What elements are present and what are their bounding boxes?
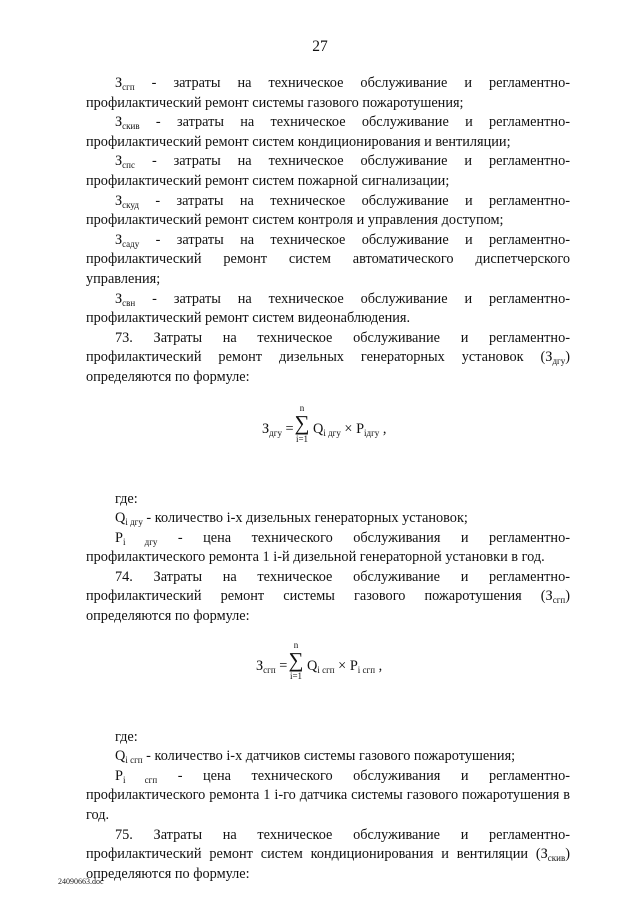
document-body <box>86 74 570 884</box>
definition-p-dgu: $P_{i дгу}$ - цена технического обслуживания и регламентно-профилактического ремонта 1 i-й дизельной генераторной установки в год. <box>86 529 570 566</box>
definition-q-dgu: $Q_{i дгу}$ - количество i-х дизельных генераторных установок; <box>115 510 468 528</box>
formula-dgu <box>86 403 570 457</box>
sigma-symbol: ∑ <box>288 647 304 672</box>
definition-zskud: $З_{скуд}$ - затраты на техническое обслуживание и регламентно-профилактический ремонт систем контроля и управления доступом; <box>86 192 570 229</box>
sum-operator: n ∑ i=1 <box>294 402 310 444</box>
footer-filename: 24090663.doc <box>58 877 104 886</box>
page-number: 27 <box>312 38 328 55</box>
definition-zsvn: $З_{свн}$ - затраты на техническое обслуживание и регламентно-профилактический ремонт систем видеонаблюдения. <box>86 290 570 327</box>
definition-zsadu: $З_{сaду}$ - затраты на техническое обслуживание и регламентно-профилактический ремонт систем автоматического диспетчерского управления; <box>86 231 570 287</box>
definition-p-sgp: $P_{i сгп}$ - цена технического обслуживания и регламентно-профилактического ремонта 1 i-го датчика системы газового пожаротушения в год. <box>86 767 570 824</box>
sigma-symbol: ∑ <box>294 410 310 435</box>
paragraph-75: 75. Затраты на техническое обслуживание и регламентно-профилактический ремонт систем кондиционирования и вентиляции $(З_{скив})$ определяются по формуле: <box>86 826 570 882</box>
sum-operator: n ∑ i=1 <box>288 639 304 681</box>
where-label-2: где: <box>115 728 138 745</box>
where-label-1: где: <box>115 490 138 507</box>
paragraph-73: 73. Затраты на техническое обслуживание и регламентно-профилактический ремонт дизельных генераторных установок $(З_{дгу})$ определяются по формуле: <box>86 329 570 385</box>
definition-zskiv: $З_{скив}$ - затраты на техническое обслуживание и регламентно-профилактический ремонт систем кондиционирования и вентиляции; <box>86 114 570 150</box>
definition-zsgp: $З_{сгп}$ - затраты на техническое обслуживание и регламентно-профилактический ремонт системы газового пожаротушения; <box>86 75 570 111</box>
paragraph-74: 74. Затраты на техническое обслуживание и регламентно-профилактический ремонт системы газового пожаротушения $(З_{сгп})$ определяются по формуле: <box>86 568 570 625</box>
formula-lhs: $З_{дгу}$ = <box>262 420 294 438</box>
formula-rhs: $Q_{i сгп} \times P_{i сгп}$ , <box>307 657 383 675</box>
formula-sgp <box>86 640 570 694</box>
formula-rhs: $Q_{i дгу} \times P_{iдгу}$ , <box>313 420 387 438</box>
definition-zsps: $З_{спс}$ - затраты на техническое обслуживание и регламентно-профилактический ремонт систем пожарной сигнализации; <box>86 153 570 189</box>
definition-q-sgp: $Q_{i сгп}$ - количество i-х датчиков системы газового пожаротушения; <box>115 748 516 766</box>
formula-lhs: $З_{сгп}$ = <box>256 657 288 675</box>
